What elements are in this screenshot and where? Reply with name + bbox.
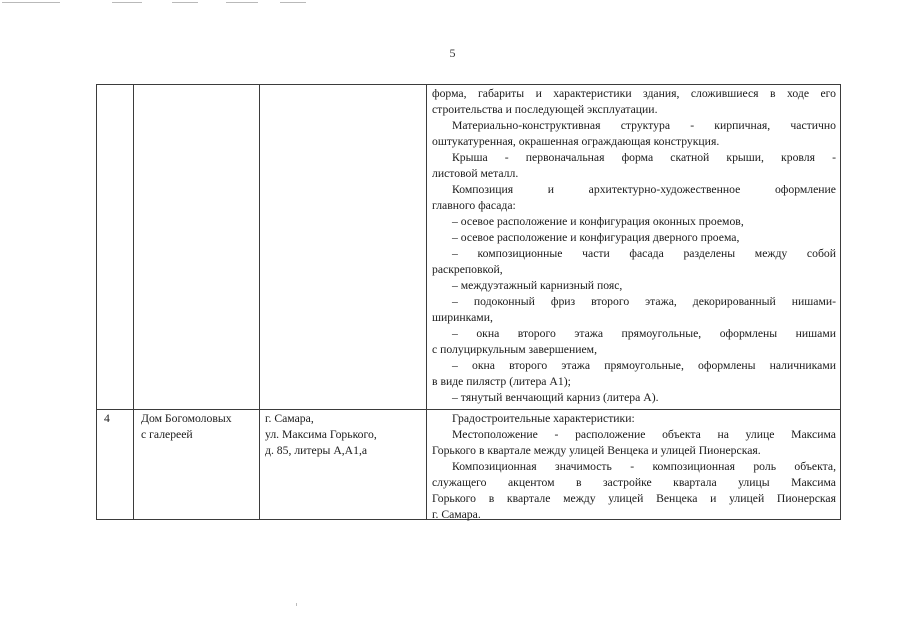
page-number: 5 [449, 46, 456, 60]
description-line: – тянутый венчающий карниз (литера А). [452, 391, 659, 404]
object-description-cell [432, 411, 836, 523]
description-line: – междуэтажный карнизный пояс, [452, 279, 623, 292]
description-line: Композиционная значимость - композиционная роль объекта, [452, 460, 836, 473]
description-line: – окна второго этажа прямоугольные, оформлены наличниками [452, 359, 836, 372]
description-line: форма, габариты и характеристики здания, сложившиеся в ходе его [432, 87, 836, 100]
description-line: Композиция и архитектурно-художественное оформление [452, 183, 836, 196]
table-left-border [96, 84, 97, 520]
address-line: ул. Максима Горького, [265, 428, 377, 441]
description-line: – подоконный фриз второго этажа, декорированный нишами- [452, 295, 836, 308]
object-name-line: Дом Богомоловых [141, 412, 232, 425]
description-line: Горького в квартале между улицей Венцека и улицей Пионерская [432, 492, 836, 505]
description-line: Крыша - первоначальная форма скатной крыши, кровля - [452, 151, 836, 164]
description-line: Градостроительные характеристики: [452, 412, 635, 425]
description-line: служащего акцентом в застройке квартала улицы Максима [432, 476, 836, 489]
heritage-table [96, 84, 841, 520]
description-line: листовой металл. [432, 167, 519, 180]
row-divider [96, 409, 841, 410]
object-name-cell [141, 411, 257, 443]
description-line: в виде пилястр (литера А1); [432, 375, 571, 388]
description-line: главного фасада: [432, 199, 516, 212]
description-line: оштукатуренная, окрашенная ограждающая конструкция. [432, 135, 720, 148]
description-line: – осевое расположение и конфигурация дверного проема, [452, 231, 740, 244]
description-line: с полуциркульным завершением, [432, 343, 597, 356]
row-number-cell [104, 411, 130, 427]
address-line: г. Самара, [265, 412, 314, 425]
object-name-line: с галереей [141, 428, 193, 441]
description-line: г. Самара. [432, 508, 481, 521]
column-divider-address [426, 84, 427, 520]
description-line: Местоположение - расположение объекта на улице Максима [452, 428, 836, 441]
description-line: – композиционные части фасада разделены между собой [452, 247, 836, 260]
scan-header-marks [0, 0, 905, 6]
description-line: – окна второго этажа прямоугольные, оформлены нишами [452, 327, 836, 340]
description-line: Материально-конструктивная структура - кирпичная, частично [452, 119, 836, 132]
table-right-border [840, 84, 841, 520]
row-continuation-description [432, 86, 836, 406]
row-number: 4 [104, 412, 110, 425]
table-top-border [96, 84, 841, 85]
description-line: строительства и последующей эксплуатации. [432, 103, 658, 116]
scan-speck [296, 603, 297, 606]
description-line: – осевое расположение и конфигурация оконных проемов, [452, 215, 744, 228]
address-cell [265, 411, 425, 459]
column-divider-name [259, 84, 260, 520]
address-line: д. 85, литеры А,А1,а [265, 444, 368, 457]
description-line: Горького в квартале между улицей Венцека и улицей Пионерская. [432, 444, 761, 457]
column-divider-num [133, 84, 134, 520]
description-line: раскреповкой, [432, 263, 503, 276]
description-line: ширинками, [432, 311, 493, 324]
